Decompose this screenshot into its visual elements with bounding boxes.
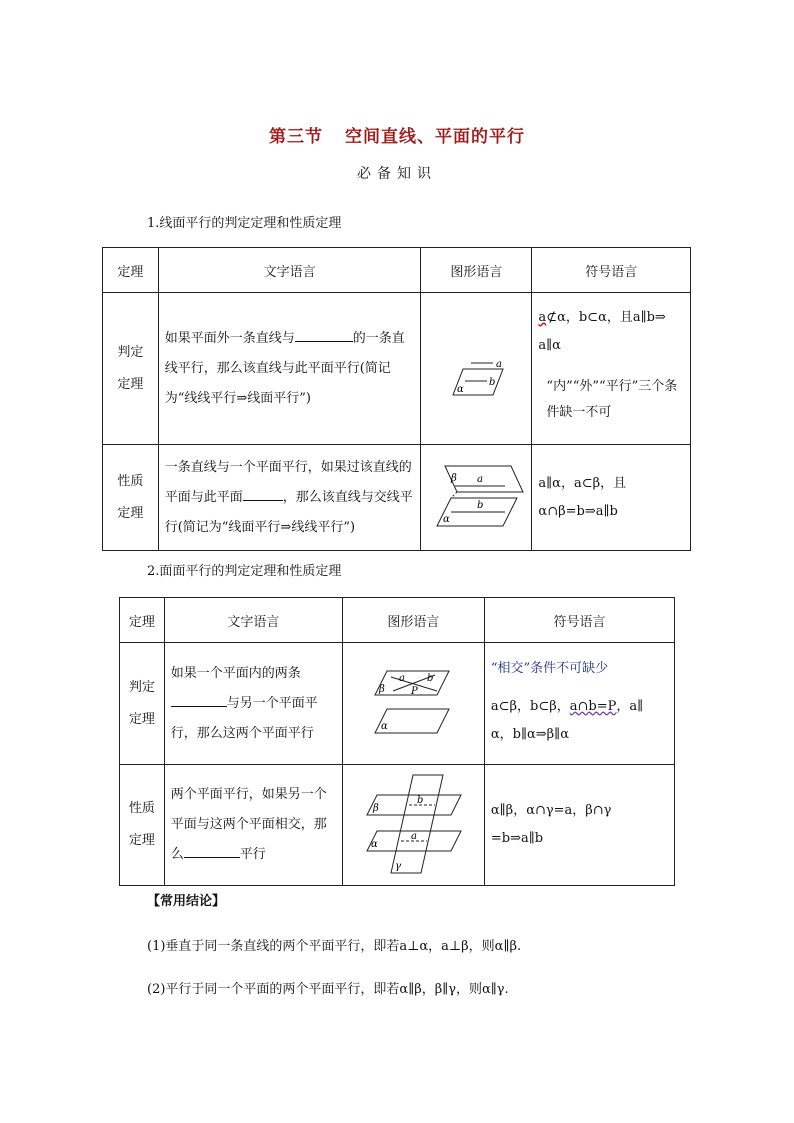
condition-note: “相交”条件不可缺少	[490, 660, 609, 676]
table-row	[103, 293, 691, 445]
page-title	[0, 122, 794, 147]
label-b: b	[426, 672, 434, 684]
symbol-part: a	[538, 309, 547, 325]
row-label	[103, 293, 159, 445]
section-number: 第三节	[269, 127, 323, 147]
symbol-part: ，a∥	[616, 698, 644, 714]
symbol-line: a∥α	[538, 337, 561, 353]
row-label-line: 定理	[128, 711, 155, 727]
table-row	[103, 445, 691, 551]
header-cell: 符号语言	[532, 248, 691, 293]
header-cell: 图形语言	[421, 248, 532, 293]
label-b: b	[477, 499, 484, 511]
label-alpha: α	[457, 383, 465, 395]
symbol-line	[491, 693, 668, 721]
figure-cell	[421, 445, 532, 551]
row-label-line: 定理	[117, 376, 144, 392]
section-title: 空间直线、平面的平行	[345, 127, 525, 147]
label-beta: β	[378, 683, 385, 695]
label-gamma: γ	[394, 861, 401, 872]
text-part: 一条直线与一个平面平行，如果过该直线的平面与此平面	[164, 459, 412, 505]
symbol-line: α∩β=b⇒a∥b	[538, 503, 618, 519]
fill-blank	[295, 327, 353, 342]
symbol-part: ⊄α，b⊂α，且a∥b⇒	[546, 309, 666, 325]
conclusion-item: (1)垂直于同一条直线的两个平面平行，即若a⊥α，a⊥β，则α∥β.	[147, 939, 522, 954]
figure-cell	[421, 293, 532, 445]
section2-heading: 2.面面平行的判定定理和性质定理	[147, 564, 342, 579]
line-plane-property-figure	[421, 446, 531, 546]
figure-cell	[342, 765, 484, 886]
label-alpha: α	[443, 513, 451, 525]
subtitle: 必备知识	[357, 166, 437, 182]
row-label-line: 性质	[128, 801, 155, 816]
row-label-line: 定理	[128, 833, 155, 848]
plane-plane-property-figure	[343, 765, 484, 881]
plane-plane-parallel-figure	[343, 647, 484, 757]
table-row	[120, 643, 675, 765]
figure-cell	[342, 643, 484, 765]
symbol-part: a⊂β，b⊂β，	[490, 698, 570, 714]
symbol-part: a∩b=P	[569, 698, 617, 714]
line-plane-parallel-figure	[421, 317, 531, 417]
symbol-line: α∥β，α∩γ=a，β∩γ	[490, 803, 612, 818]
header-cell: 文字语言	[164, 598, 342, 643]
row-label-line: 定理	[117, 505, 144, 521]
label-a: a	[496, 358, 503, 370]
label-p: P	[410, 685, 418, 697]
table-header-row	[120, 598, 675, 643]
symbol-line: α，b∥α⇒β∥α	[490, 726, 569, 742]
label-b: b	[489, 376, 496, 388]
text-part: 的一条直线平行，那么该直线与此平面平行(简记为“线线平行⇒线面平行”)	[164, 330, 405, 406]
row-label	[120, 765, 165, 886]
plane-gamma	[391, 775, 443, 873]
symbol-language-cell	[484, 643, 674, 765]
text-part: 平行	[239, 847, 266, 862]
plane-plane-table	[119, 597, 675, 886]
conclusion-item: (2)平行于同一个平面的两个平面平行，即若α∥β，β∥γ，则α∥γ.	[147, 982, 509, 997]
text-language-cell	[164, 765, 342, 886]
text-part: 两个平面平行，如果另一个平面与这两个平面相交，那么	[170, 787, 327, 862]
table-header-row	[103, 248, 691, 293]
label-a: a	[477, 473, 484, 485]
text-part: 与另一个平面平行，那么这两个平面平行	[170, 695, 318, 741]
label-a: a	[398, 672, 405, 684]
row-label-line: 判定	[117, 344, 144, 360]
dashed-edge	[451, 492, 457, 498]
label-beta: β	[372, 803, 379, 814]
header-cell: 定理	[103, 248, 159, 293]
text-part: 如果一个平面内的两条	[170, 665, 301, 681]
text-part: ，那么该直线与交线平行(简记为“线面平行⇒线线平行”)	[164, 489, 413, 535]
fill-blank	[243, 486, 283, 501]
fill-blank	[184, 843, 240, 858]
symbol-language-cell	[484, 765, 674, 886]
text-part: 如果平面外一条直线与	[164, 330, 295, 346]
conclusions-heading: 【常用结论】	[147, 894, 226, 909]
label-beta: β	[451, 472, 458, 484]
row-label	[120, 643, 165, 765]
text-language-cell	[164, 643, 342, 765]
table-row	[120, 765, 675, 886]
label-b: b	[416, 795, 424, 806]
label-a: a	[410, 831, 417, 842]
header-cell: 文字语言	[158, 248, 421, 293]
symbol-line	[538, 304, 684, 332]
symbol-language-cell	[532, 293, 691, 445]
condition-note: “内”“外”“平行”三个条件缺一不可	[546, 378, 678, 420]
text-language-cell	[158, 293, 421, 445]
label-alpha: α	[370, 839, 378, 850]
label-alpha: α	[380, 720, 388, 732]
row-label-line: 性质	[117, 473, 144, 489]
header-cell: 图形语言	[342, 598, 484, 643]
row-label-line: 判定	[128, 679, 155, 695]
header-cell: 符号语言	[484, 598, 674, 643]
row-label	[103, 445, 159, 551]
section1-heading: 1.线面平行的判定定理和性质定理	[147, 216, 342, 231]
line-plane-table	[102, 247, 691, 551]
symbol-line: =b⇒a∥b	[490, 831, 544, 846]
text-language-cell	[158, 445, 421, 551]
header-cell: 定理	[120, 598, 165, 643]
symbol-language-cell	[532, 445, 691, 551]
fill-blank	[171, 692, 227, 707]
symbol-line: a∥α，a⊂β，且	[538, 475, 627, 491]
